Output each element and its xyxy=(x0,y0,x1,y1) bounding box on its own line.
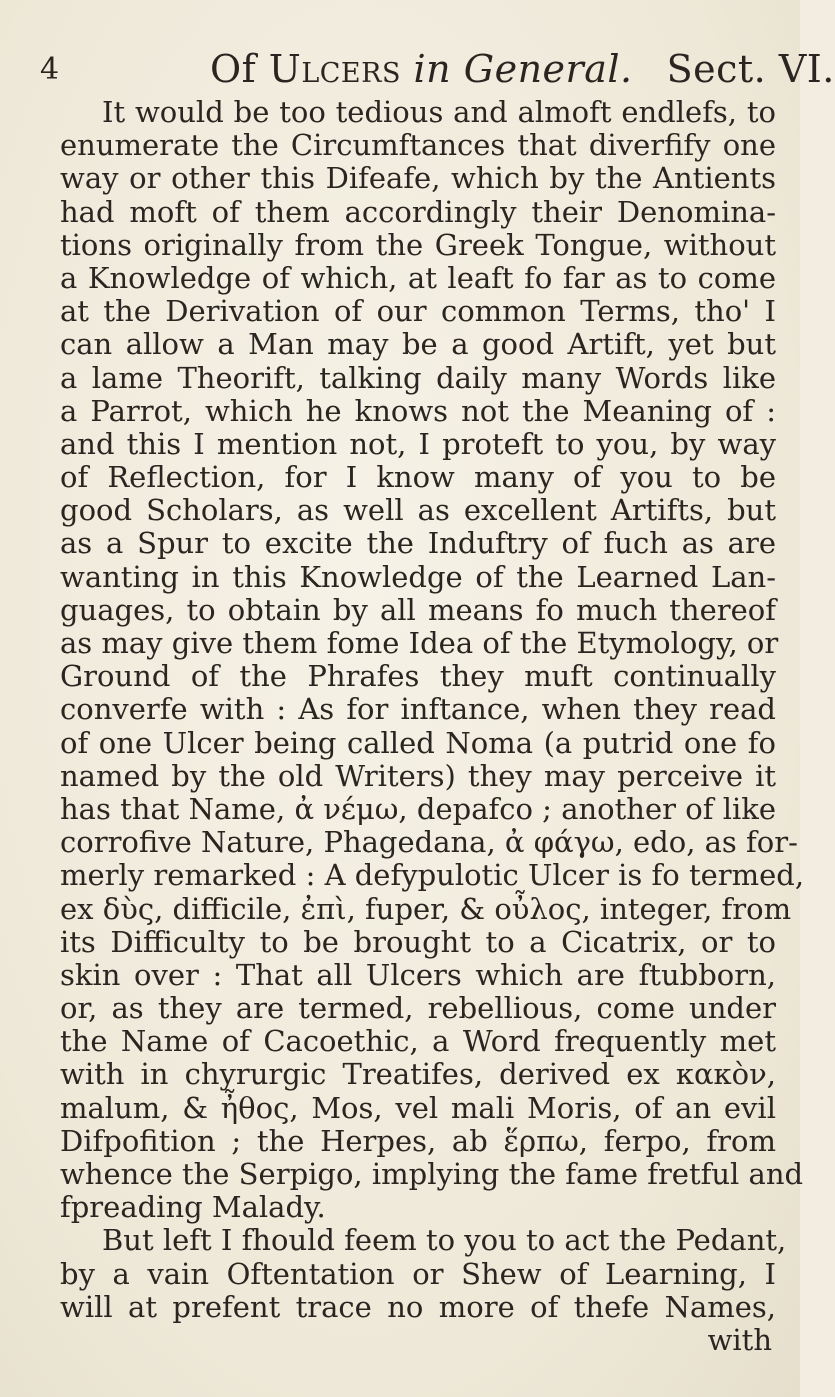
text-line: at the Derivation of our common Terms, tho' I xyxy=(60,294,776,329)
text-line: merly remarked : A defypulotic Ulcer is fo termed, xyxy=(60,858,805,893)
text-line: fpreading Malady. xyxy=(60,1190,326,1225)
text-line: tions originally from the Greek Tongue, without xyxy=(60,227,776,262)
text-line: enumerate the Circumftances that diverfify one xyxy=(60,128,776,163)
text-line: the Name of Cacoethic, a Word frequently met xyxy=(60,1024,776,1059)
text-line: of Reflection, for I know many of you to be xyxy=(60,460,776,495)
text-line: a Parrot, which he knows not the Meaning of : xyxy=(60,393,776,428)
text-line: will at prefent trace no more of thefe Names, xyxy=(60,1289,776,1324)
text-line: Difpofition ; the Herpes, ab ἕρπω, ferpo, from xyxy=(60,1123,776,1158)
text-line: by a vain Oftentation or Shew of Learning, I xyxy=(60,1256,776,1291)
text-line: and this I mention not, I proteft to you, by way xyxy=(60,426,776,461)
text-line: with in chyrurgic Treatifes, derived ex κακὸν, xyxy=(60,1057,776,1092)
text-line: had moft of them accordingly their Denomina- xyxy=(60,194,776,229)
text-line: Ground of the Phrafes they muft continually xyxy=(60,659,776,694)
text-line: as a Spur to excite the Induftry of fuch as are xyxy=(60,526,776,561)
text-line: whence the Serpigo, implying the fame fretful and xyxy=(60,1157,804,1191)
text-line: But left I fhould feem to you to act the Pedant, xyxy=(102,1223,787,1258)
running-head-ulcers: Ulcers xyxy=(268,47,401,91)
body-text xyxy=(60,95,805,1357)
running-head-section: Sect. VI. xyxy=(666,47,835,91)
running-head-of: Of xyxy=(210,47,269,91)
running-head xyxy=(210,44,835,94)
text-line: malum, & ἦθος, Mos, vel mali Moris, of an evil xyxy=(60,1090,776,1125)
text-line: corrofive Nature, Phagedana, ἀ φάγω, edo, as for- xyxy=(60,825,798,860)
text-line: way or other this Difeafe, which by the Antients xyxy=(60,161,776,196)
text-line: good Scholars, as well as excellent Artifts, but xyxy=(60,493,776,528)
text-line: ex δὺς, difficile, ἐπὶ, fuper, & οὖλος, integer, from xyxy=(60,891,792,926)
catchword: with xyxy=(707,1322,772,1357)
text-line: as may give them fome Idea of the Etymology, or xyxy=(60,626,779,660)
text-line: can allow a Man may be a good Artift, yet but xyxy=(60,327,776,362)
text-line: its Difficulty to be brought to a Cicatrix, or to xyxy=(60,924,776,959)
text-line: guages, to obtain by all means fo much thereof xyxy=(60,592,776,627)
text-line: skin over : That all Ulcers which are ftubborn, xyxy=(60,957,776,992)
text-line: wanting in this Knowledge of the Learned Lan- xyxy=(60,559,776,594)
text-line: a Knowledge of which, at leaft fo far as to come xyxy=(60,260,776,295)
running-head-in-general: in General. xyxy=(400,47,633,91)
text-line: converfe with : As for inftance, when they read xyxy=(60,692,776,727)
text-line: It would be too tedious and almoft endlefs, to xyxy=(102,95,776,129)
text-line: a lame Theorift, talking daily many Words like xyxy=(60,360,776,395)
page-number: 4 xyxy=(40,52,60,87)
text-line: of one Ulcer being called Noma (a putrid one fo xyxy=(60,725,776,760)
text-line: has that Name, ἀ νέμω, depafco ; another of like xyxy=(60,791,776,826)
text-line: named by the old Writers) they may perceive it xyxy=(60,758,776,793)
text-line: or, as they are termed, rebellious, come under xyxy=(60,991,776,1026)
